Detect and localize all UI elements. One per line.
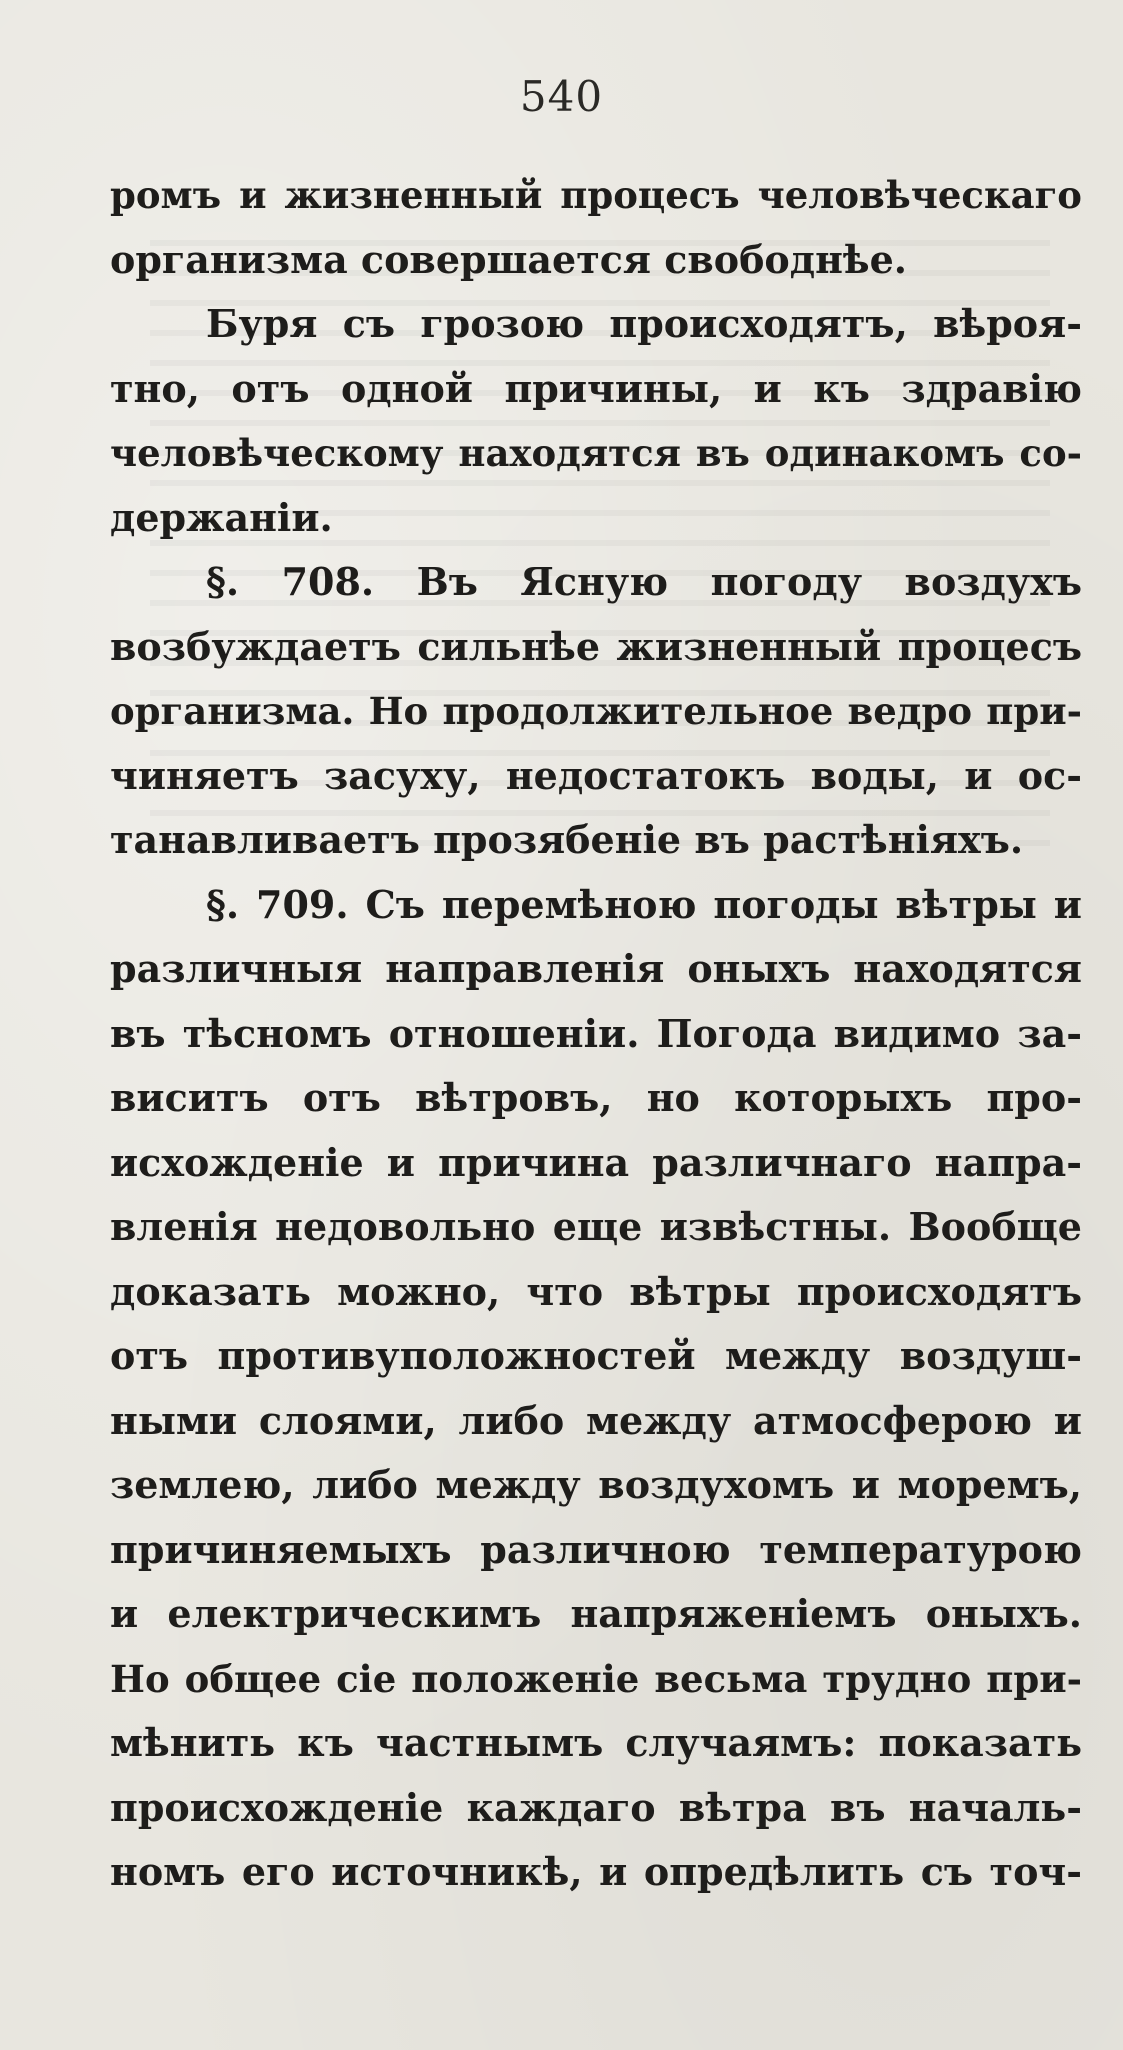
page-number: 540: [519, 72, 604, 121]
text-line: тно, отъ одной причины, и къ здравію: [110, 365, 1082, 411]
text-line: ными слоями, либо между атмосферою и: [110, 1397, 1082, 1443]
text-line: доказать можно, что вѣтры происходятъ: [110, 1268, 1082, 1314]
text-line: исхожденіе и причина различнаго напра-: [110, 1139, 1082, 1185]
text-line: различныя направленія оныхъ находятся: [110, 946, 1082, 991]
body-text: [110, 163, 1082, 1905]
text-line: вленія недовольно еще извѣстны. Вообще: [110, 1204, 1082, 1249]
text-line: Но общее сіе положеніе весьма трудно при-: [110, 1656, 1082, 1701]
text-line: держаніи.: [110, 494, 333, 540]
text-line: причиняемыхъ различною температурою: [110, 1526, 1082, 1572]
text-line: происхожденіе каждаго вѣтра въ началь-: [110, 1784, 1082, 1830]
text-line: танавливаетъ прозябеніе въ растѣніяхъ.: [110, 817, 1024, 862]
text-line: возбуждаетъ сильнѣе жизненный процесъ: [110, 623, 1082, 669]
text-line: чиняетъ засуху, недостатокъ воды, и ос-: [110, 752, 1082, 798]
text-line: мѣнить къ частнымъ случаямъ: показать: [110, 1720, 1082, 1765]
paragraph-start-line: Буря съ грозою происходятъ, вѣроя-: [206, 301, 1082, 346]
text-line: и електрическимъ напряженіемъ оныхъ.: [110, 1591, 1082, 1636]
section-709-start-line: §. 709. Съ перемѣною погоды вѣтры и: [206, 881, 1082, 927]
text-line: виситъ отъ вѣтровъ, но которыхъ про-: [110, 1075, 1082, 1120]
text-line: человѣческому находятся въ одинакомъ со-: [110, 431, 1082, 475]
text-line: номъ его источникѣ, и опредѣлить съ точ-: [110, 1849, 1082, 1894]
section-708-start-line: §. 708. Въ Ясную погоду воздухъ: [206, 559, 1082, 604]
text-line: въ тѣсномъ отношеніи. Погода видимо за-: [110, 1010, 1082, 1056]
text-line: ромъ и жизненный процесъ человѣческаго: [110, 173, 1082, 217]
text-line: отъ противуположностей между воздуш-: [110, 1333, 1082, 1378]
text-line: организма совершается свободнѣе.: [110, 236, 908, 282]
text-line: землею, либо между воздухомъ и моремъ,: [110, 1462, 1082, 1507]
text-line: организма. Но продолжительное ведро при-: [110, 689, 1082, 733]
